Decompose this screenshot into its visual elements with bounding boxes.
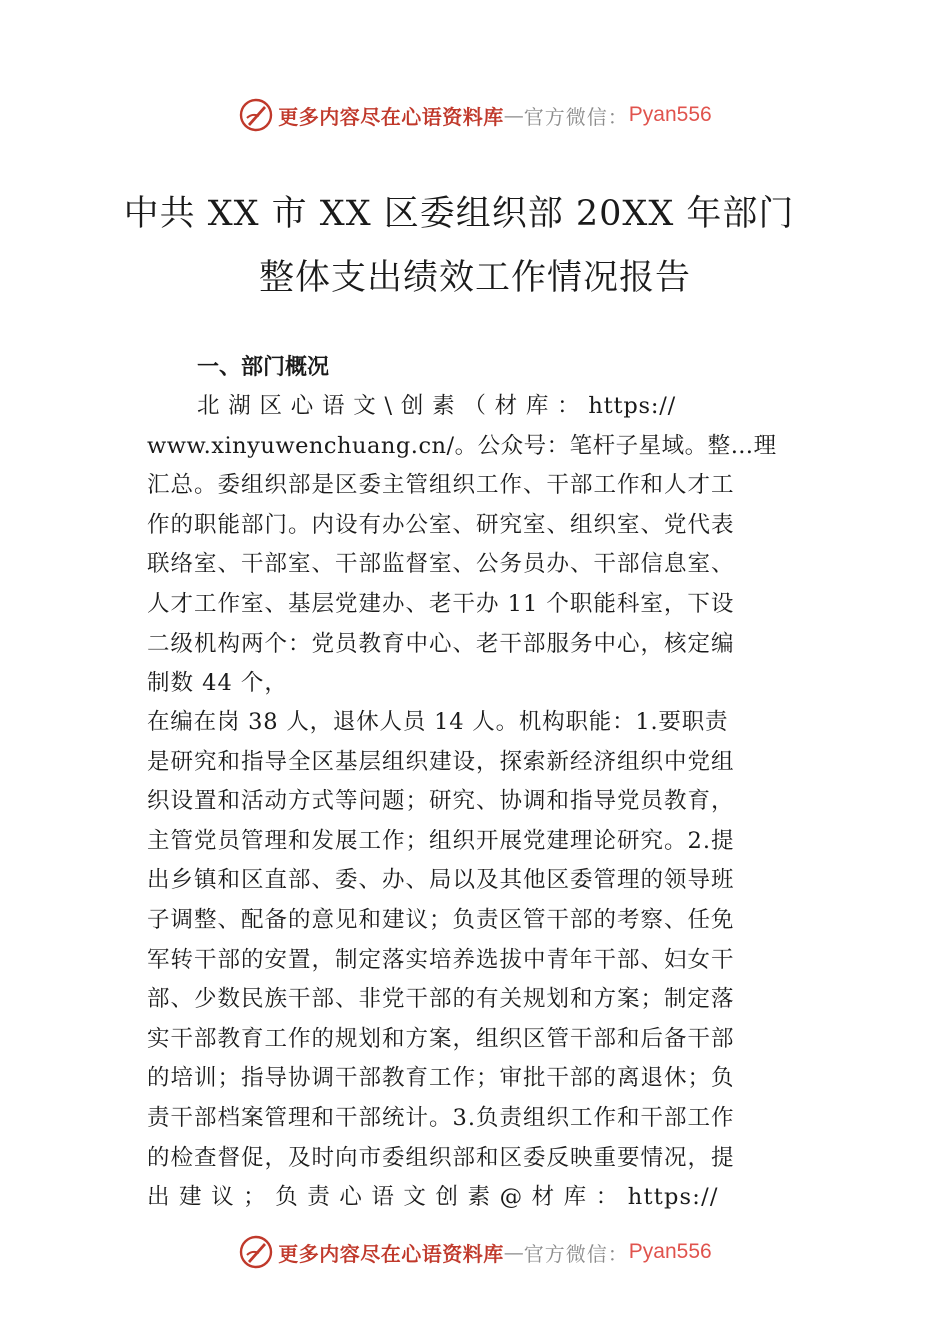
banner-main-text: 更多内容尽在心语资料库 [278,104,504,129]
quill-logo-icon [238,97,274,133]
banner-separator: — [503,103,524,127]
paragraph-line: 军转干部的安置，制定落实培养选拔中青年干部、妇女干 [147,946,735,973]
paragraph-line: 联络室、干部室、干部监督室、公务员办、干部信息室、 [147,551,735,578]
paragraph-line: 出乡镇和区直部、委、办、局以及其他区委管理的领导班 [147,867,735,894]
banner-wechat-id: Pyan556 [628,1240,712,1263]
banner-separator: — [503,1240,524,1264]
paragraph-line: 出 建 议 ； 负 责 心 语 文 创 素 @ 材 库 ： https:// [147,1184,719,1211]
section-heading: 一、部门概况 [197,355,330,380]
document-title-line-1: 中共 XX 市 XX 区委组织部 20XX 年部门 [123,194,795,234]
paragraph-line: 主管党员管理和发展工作；组织开展党建理论研究。2.提 [147,827,735,854]
paragraph-line: 人才工作室、基层党建办、老干办 11 个职能科室，下设 [147,590,735,617]
paragraph-line: 子调整、配备的意见和建议；负责区管干部的考察、任免 [147,906,735,933]
watermark-banner-bottom [0,1232,950,1272]
paragraph-line: www.xinyuwenchuang.cn/。公众号：笔杆子星域。整…理 [147,432,777,459]
paragraph-line: 的检查督促，及时向市委组织部和区委反映重要情况，提 [147,1144,735,1171]
paragraph-line: 实干部教育工作的规划和方案，组织区管干部和后备干部 [147,1025,735,1052]
paragraph-line: 的培训；指导协调干部教育工作；审批干部的离退休；负 [147,1065,735,1092]
paragraph-line: 是研究和指导全区基层组织建设，探索新经济组织中党组 [147,748,735,775]
quill-logo-icon [238,1234,274,1270]
paragraph-line: 北 湖 区 心 语 文 \ 创 素 （ 材 库 ： https:// [197,393,677,419]
paragraph-line: 作的职能部门。内设有办公室、研究室、组织室、党代表 [147,511,735,538]
banner-main-text: 更多内容尽在心语资料库 [278,1241,504,1266]
banner-wechat-label: 官方微信： [523,104,629,129]
paragraph-line: 汇总。委组织部是区委主管组织工作、干部工作和人才工 [147,472,735,499]
paragraph-line: 责干部档案管理和干部统计。3.负责组织工作和干部工作 [147,1104,735,1131]
body-paragraph-2 [147,703,805,1218]
paragraph-line: 二级机构两个：党员教育中心、老干部服务中心，核定编 [147,630,735,657]
paragraph-line: 织设置和活动方式等问题；研究、协调和指导党员教育， [147,788,735,815]
paragraph-line: 部、少数民族干部、非党干部的有关规划和方案；制定落 [147,986,735,1013]
body-paragraph-1 [147,387,805,704]
banner-wechat-id: Pyan556 [628,103,712,126]
paragraph-line: 在编在岗 38 人，退休人员 14 人。机构职能：1.要职责 [147,709,729,735]
paragraph-line: 制数 44 个， [147,670,288,697]
document-title-line-2: 整体支出绩效工作情况报告 [258,258,691,298]
watermark-banner-top [0,95,950,135]
banner-wechat-label: 官方微信： [523,1241,629,1266]
